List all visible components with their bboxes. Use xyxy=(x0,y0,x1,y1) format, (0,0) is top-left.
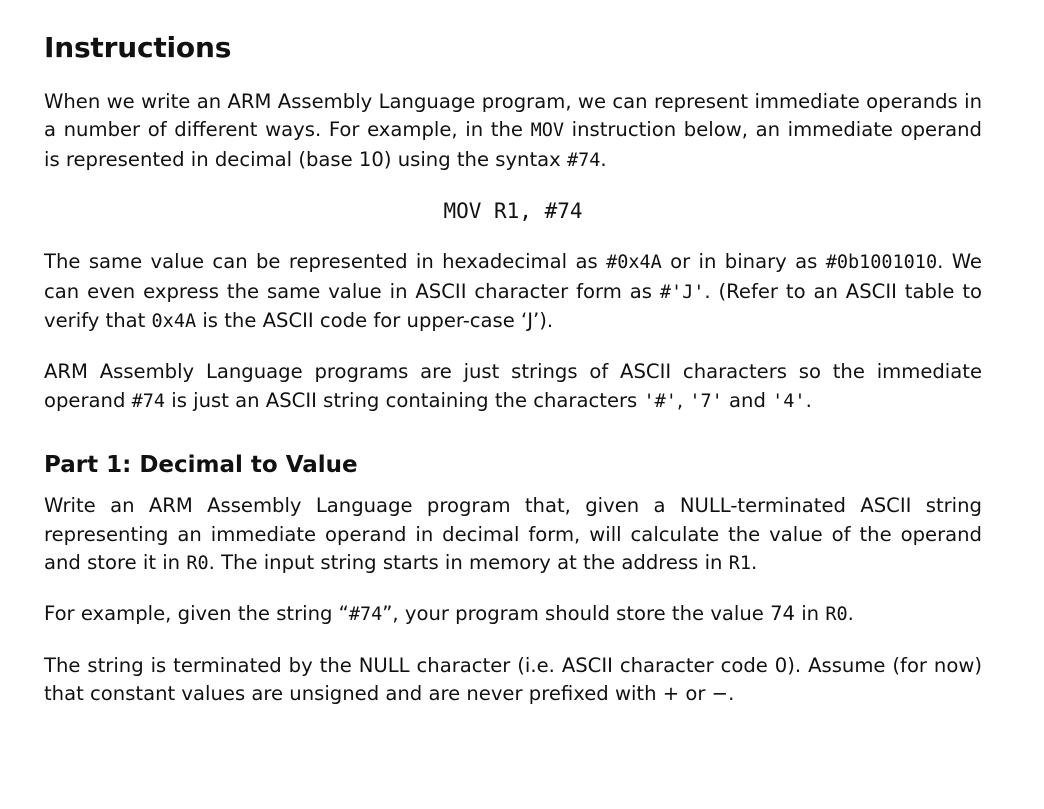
ascii-strings-paragraph xyxy=(44,358,982,416)
intro-paragraph xyxy=(44,88,982,175)
text-run: . (Refer to an ASCII table to verify that xyxy=(44,279,982,333)
inline-code: MOV xyxy=(530,120,564,142)
text-run: and xyxy=(722,388,773,412)
text-run: . xyxy=(847,602,854,626)
text-run: , xyxy=(676,388,690,412)
text-run: ”, your program should store the value 74 in xyxy=(382,602,826,626)
text-run: ARM Assembly Language programs are just strings of ASCII characters so the immediate operand xyxy=(44,360,982,412)
text-run: Write an ARM Assembly Language program that, given a NULL-terminated ASCII string representing an immediate operand in decimal form, will calculate the value of the operand and store it in xyxy=(44,494,982,575)
inline-code: '#' xyxy=(643,390,677,412)
inline-code: #0b1001010 xyxy=(825,252,938,274)
task-paragraph xyxy=(44,492,982,578)
inline-code: R0 xyxy=(825,604,848,626)
text-run: The same value can be represented in hexadecimal as xyxy=(44,250,607,274)
text-run: or in binary as xyxy=(661,250,826,274)
inline-code: 0x4A xyxy=(151,311,197,333)
text-run: When we write an ARM Assembly Language program, we can represent immediate operands in a number of different ways. For example, in the xyxy=(44,90,982,142)
instructions-heading: Instructions xyxy=(44,31,232,64)
part1-heading: Part 1: Decimal to Value xyxy=(44,452,358,479)
text-run: is the ASCII code for upper-case ‘J’). xyxy=(196,309,554,333)
inline-code: #74 xyxy=(567,149,601,171)
text-run: . xyxy=(750,551,758,575)
text-run: . xyxy=(805,388,812,412)
inline-code: '7' xyxy=(689,390,723,412)
text-run: instruction below, an immediate operand is represented in decimal (base 10) using the syntax xyxy=(44,118,982,171)
text-run: The string is terminated by the NULL character (i.e. ASCII character code 0). Assume (for now) that constant values are unsigned and are never prefixed with + or −. xyxy=(44,653,982,706)
text-run: . We can even express the same value in ASCII character form as xyxy=(44,250,982,303)
inline-code: #'J' xyxy=(659,281,705,303)
inline-code: #74 xyxy=(131,390,166,412)
representation-paragraph xyxy=(44,248,982,336)
example-paragraph xyxy=(44,600,982,629)
inline-code: R1 xyxy=(728,553,751,575)
code-example: MOV R1, #74 xyxy=(443,199,583,224)
document-page xyxy=(44,28,982,709)
inline-code: '4' xyxy=(772,390,806,412)
text-run: For example, given the string “ xyxy=(44,602,349,626)
inline-code: R0 xyxy=(186,553,209,575)
text-run: . xyxy=(600,147,607,171)
null-terminator-paragraph xyxy=(44,652,982,709)
text-run: . The input string starts in memory at the address in xyxy=(208,551,729,575)
inline-code: #0x4A xyxy=(606,252,662,274)
inline-code: #74 xyxy=(348,604,383,626)
text-run: is just an ASCII string containing the characters xyxy=(165,388,644,412)
